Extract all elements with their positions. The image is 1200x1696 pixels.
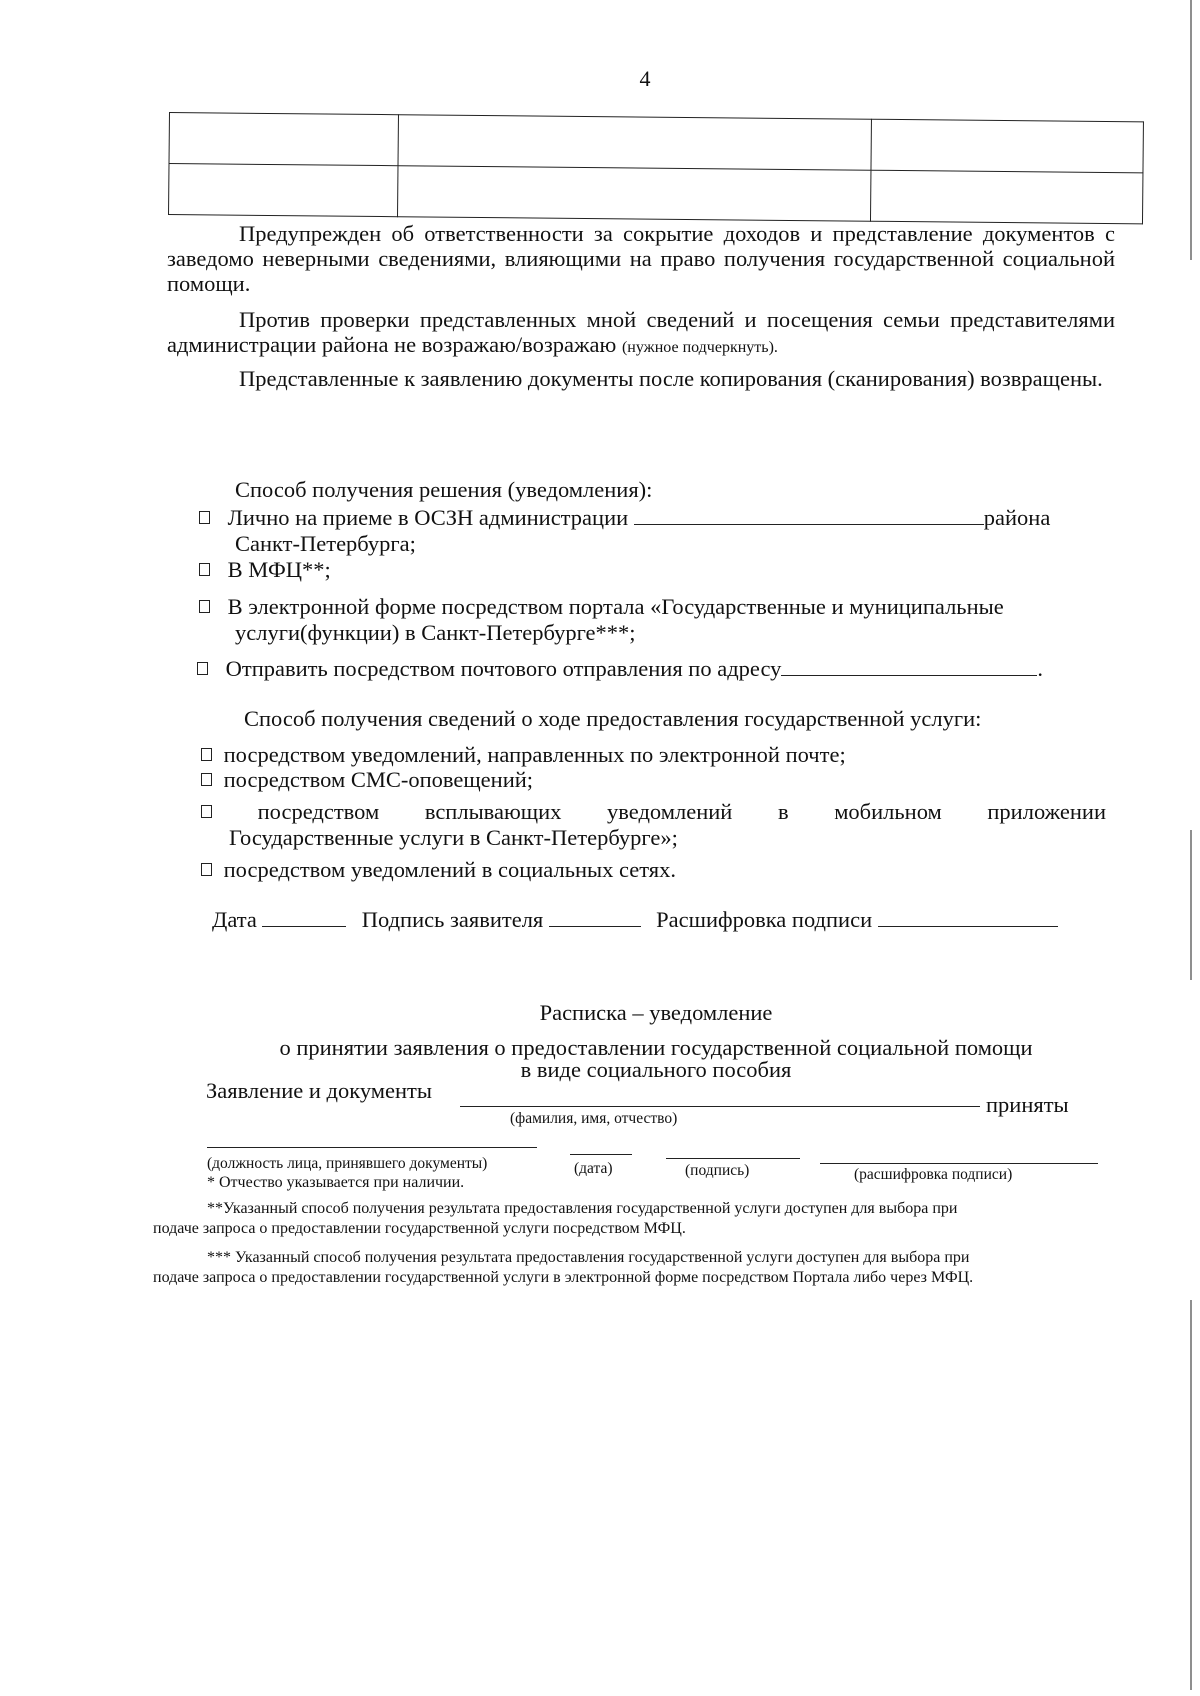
decision-option-in-person-cont: Санкт-Петербурга; [235, 531, 416, 556]
sign-caption: (подпись) [685, 1162, 750, 1179]
receipt-accepted: приняты [986, 1092, 1069, 1117]
position-caption: (должность лица, принявшего документы) [207, 1155, 488, 1172]
receipt-decode-blank[interactable] [820, 1163, 1098, 1164]
progress-option-push-cont: Государственные услуги в Санкт-Петербурге»; [229, 825, 678, 850]
fio-caption: (фамилия, имя, отчество) [510, 1110, 678, 1127]
decode-caption: (расшифровка подписи) [854, 1166, 1013, 1183]
progress-option-social[interactable]: посредством уведомлений в социальных сетях. [201, 857, 676, 882]
footnote-2a: **Указанный способ получения результата предоставления государственной услуги доступен для выбора при [207, 1200, 958, 1217]
receipt-title: Расписка – уведомление [539, 1000, 773, 1025]
checkbox[interactable] [197, 662, 208, 675]
date-caption: (дата) [574, 1160, 613, 1177]
scan-edge-mark [1190, 1300, 1192, 1690]
scan-edge-mark [1190, 830, 1192, 980]
receipt-docs-label: Заявление и документы [206, 1078, 432, 1103]
table-cell [398, 166, 871, 222]
receipt-sign-blank[interactable] [666, 1158, 800, 1159]
sign-label: Подпись заявителя [361, 907, 544, 932]
scan-edge-mark [1190, 0, 1192, 260]
table-row [169, 113, 1143, 173]
receipt-subtitle-cont: в виде социального пособия [520, 1057, 792, 1082]
header-table [168, 112, 1144, 224]
decision-heading: Способ получения решения (уведомления): [235, 477, 653, 502]
decode-label: Расшифровка подписи [656, 907, 873, 932]
inspection-paragraph: Против проверки представленных мной сведений и посещения семьи представителями администрации района не возражаю/возражаю (нужное подчеркнуть). [167, 307, 1115, 357]
fio-blank[interactable] [460, 1106, 980, 1107]
district-blank[interactable] [634, 506, 984, 525]
progress-option-sms[interactable]: посредством СМС-оповещений; [201, 767, 533, 792]
checkbox[interactable] [201, 748, 212, 761]
checkbox[interactable] [201, 805, 212, 818]
progress-option-push[interactable]: посредством всплывающих уведомлений в мобильном приложении [201, 799, 1106, 824]
footnote-3b: подаче запроса о предоставлении государственной услуги в электронной форме посредством Портала либо через МФЦ. [153, 1269, 974, 1286]
receipt-subtitle: о принятии заявления о предоставлении государственной социальной помощи [279, 1035, 1033, 1060]
progress-option-email[interactable]: посредством уведомлений, направленных по электронной почте; [201, 742, 846, 767]
page-number: 4 [639, 66, 651, 91]
footnote-2b: подаче запроса о предоставлении государственной услуги посредством МФЦ. [153, 1220, 686, 1237]
table-cell [398, 115, 871, 171]
decision-option-mail[interactable]: Отправить посредством почтового отправления по адресу . [197, 656, 1043, 681]
table-cell [169, 113, 398, 166]
position-blank[interactable] [207, 1147, 537, 1148]
signature-line [212, 907, 1058, 932]
table-cell [169, 164, 398, 217]
table-row [169, 164, 1143, 224]
progress-heading: Способ получения сведений о ходе предоставления государственной услуги: [244, 706, 982, 731]
decision-option-mfc[interactable]: В МФЦ**; [199, 557, 331, 582]
warning-paragraph: Предупрежден об ответственности за сокрытие доходов и представление документов с заведомо неверными сведениями, влияющими на право получения государственной социальной помощи. [167, 221, 1115, 296]
checkbox[interactable] [199, 511, 210, 524]
footnote-3a: *** Указанный способ получения результата предоставления государственной услуги доступен для выбора при [207, 1249, 970, 1266]
documents-returned-paragraph: Представленные к заявлению документы после копирования (сканирования) возвращены. [239, 366, 1103, 391]
date-blank[interactable] [262, 908, 346, 927]
sign-blank[interactable] [549, 908, 641, 927]
checkbox[interactable] [201, 773, 212, 786]
checkbox[interactable] [201, 863, 212, 876]
checkbox[interactable] [199, 563, 210, 576]
table-cell [871, 119, 1143, 173]
receipt-date-blank[interactable] [570, 1154, 632, 1155]
decision-option-in-person[interactable]: Лично на приеме в ОСЗН администрации района [199, 505, 1050, 530]
checkbox[interactable] [199, 600, 210, 613]
address-blank[interactable] [781, 657, 1037, 676]
table-cell [870, 170, 1142, 224]
decode-blank[interactable] [878, 908, 1058, 927]
footnote-1: * Отчество указывается при наличии. [207, 1174, 465, 1191]
date-label: Дата [212, 907, 257, 932]
decision-option-electronic[interactable]: В электронной форме посредством портала «Государственные и муниципальные [199, 594, 1004, 619]
decision-option-electronic-cont: услуги(функции) в Санкт-Петербурге***; [235, 620, 636, 645]
